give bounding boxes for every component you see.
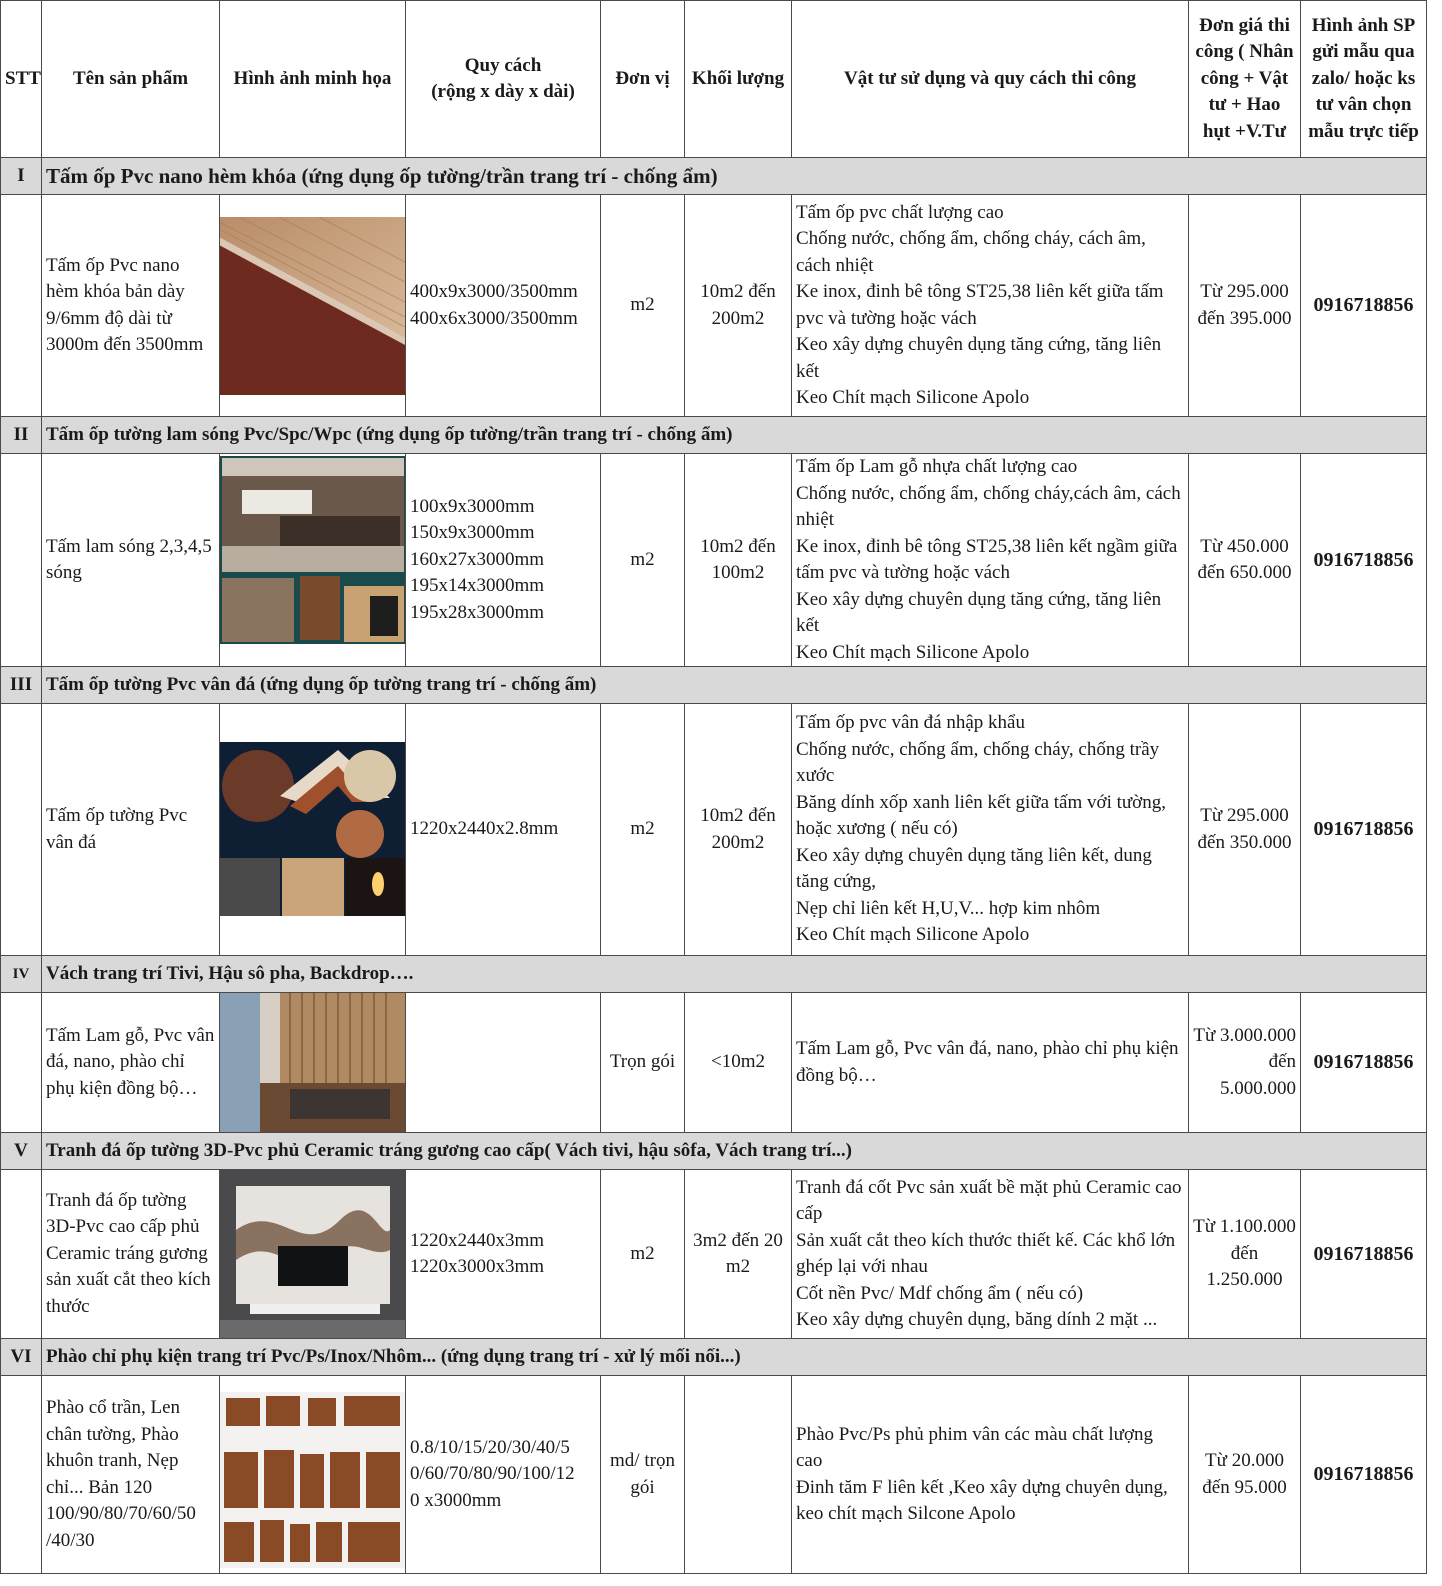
- header-product-name: Tên sản phẩm: [42, 1, 220, 158]
- material-line: Keo Chít mạch Silicone Apolo: [796, 641, 1030, 663]
- header-contact: Hình ảnh SP gửi mẫu qua zalo/ hoặc ks tư vân chọn mẫu trực tiếp: [1301, 1, 1427, 158]
- header-image: Hình ảnh minh họa: [220, 1, 406, 158]
- marble-samples-image: [220, 742, 405, 916]
- unit: m2: [601, 195, 685, 417]
- spec-cell: [406, 1170, 601, 1339]
- product-name: Tấm lam sóng 2,3,4,5 sóng: [42, 454, 220, 667]
- section-row: [1, 417, 1427, 454]
- price: Từ 450.000 đến 650.000: [1189, 454, 1301, 667]
- materials-cell: [792, 1170, 1189, 1339]
- spec-line: 400x6x3000/3500mm: [410, 307, 578, 329]
- spec-line: 400x9x3000/3500mm: [410, 281, 578, 302]
- table-row: [1, 1170, 1427, 1339]
- material-line: Keo Chít mạch Silicone Apolo: [796, 924, 1030, 946]
- material-line: Đinh tăm F liên kết ,Keo xây dựng chuyên dụng, keo chít mạch Silcone Apolo: [796, 1476, 1168, 1524]
- material-line: Tranh đá cốt Pvc sản xuất bề mặt phủ Ceramic cao cấp: [796, 1176, 1182, 1224]
- quantity: [685, 1376, 792, 1574]
- section-title: Tấm ốp Pvc nano hèm khóa (ứng dụng ốp tường/trần trang trí - chống ẩm): [42, 158, 1427, 195]
- material-line: Cốt nền Pvc/ Mdf chống ẩm ( nếu có): [796, 1282, 1084, 1304]
- header-price: Đơn giá thi công ( Nhân công + Vật tư + Hao hụt +V.Tư: [1189, 1, 1301, 158]
- header-materials: Vật tư sử dụng và quy cách thi công: [792, 1, 1189, 158]
- unit: Trọn gói: [601, 993, 685, 1133]
- product-name: Tranh đá ốp tường 3D-Pvc cao cấp phủ Ceramic tráng gương sản xuất cắt theo kích thước: [42, 1170, 220, 1339]
- material-line: Phào Pvc/Ps phủ phim vân các màu chất lượng cao: [796, 1423, 1154, 1471]
- material-line: Chống nước, chống ẩm, chống cháy, cách âm, cách nhiệt: [796, 228, 1146, 276]
- material-line: Sản xuất cắt theo kích thước thiết kế. Các khổ lớn ghép lại với nhau: [796, 1229, 1176, 1277]
- living-room-image: [220, 456, 406, 644]
- quantity: 10m2 đến 100m2: [685, 454, 792, 667]
- material-line: Ke inox, đinh bê tông ST25,38 liên kết ngầm giữa tấm pvc và tường hoặc vách: [796, 535, 1178, 583]
- spec-line: 0/60/70/80/90/100/12: [410, 1463, 575, 1485]
- spec-line: 150x9x3000mm: [410, 522, 535, 544]
- section-row: [1, 667, 1427, 704]
- material-line: Chống nước, chống ẩm, chống cháy, chống trầy xước: [796, 738, 1160, 787]
- unit: m2: [601, 704, 685, 956]
- product-image: [220, 454, 406, 667]
- marble-tv-wall-image: [220, 1170, 406, 1339]
- moulding-image: [220, 1392, 406, 1568]
- section-title: Tấm ốp tường Pvc vân đá (ứng dụng ốp tường trang trí - chống ẩm): [42, 667, 1427, 704]
- spec-line: 0.8/10/15/20/30/40/5: [410, 1436, 570, 1458]
- section-number: I: [1, 158, 42, 195]
- section-row: [1, 1339, 1427, 1376]
- material-line: Keo xây dựng chuyên dụng tăng cứng, tăng liên kết: [796, 334, 1162, 382]
- product-image: [220, 1376, 406, 1574]
- spec-line: 0 x3000mm: [410, 1489, 502, 1511]
- section-title: Phào chỉ phụ kiện trang trí Pvc/Ps/Inox/Nhôm... (ứng dụng trang trí - xử lý mối nối...): [42, 1339, 1427, 1376]
- material-line: Băng dính xốp xanh liên kết giữa tấm với tường, hoặc xương ( nếu có): [796, 791, 1166, 840]
- phone-number[interactable]: 0916718856: [1301, 993, 1427, 1133]
- spec-line: 195x28x3000mm: [410, 601, 545, 623]
- section-row: [1, 158, 1427, 195]
- table-row: [1, 1376, 1427, 1574]
- price: Từ 1.100.000 đến 1.250.000: [1189, 1170, 1301, 1339]
- material-line: Keo Chít mạch Silicone Apolo: [796, 387, 1030, 408]
- spec-line: 195x14x3000mm: [410, 575, 545, 597]
- material-line: Keo xây dựng chuyên dụng tăng liên kết, dung tăng cứng,: [796, 844, 1152, 893]
- section-title: Vách trang trí Tivi, Hậu sô pha, Backdrop….: [42, 956, 1427, 993]
- material-line: Tấm Lam gỗ, Pvc vân đá, nano, phào chỉ phụ kiện đồng bộ…: [796, 1038, 1179, 1086]
- section-row: [1, 1133, 1427, 1170]
- material-line: Keo xây dựng chuyên dụng tăng cứng, tăng liên kết: [796, 588, 1162, 636]
- quantity: <10m2: [685, 993, 792, 1133]
- material-line: Ke inox, đinh bê tông ST25,38 liên kết giữa tấm pvc và tường hoặc vách: [796, 281, 1164, 329]
- spec-line: 1220x2440x3mm: [410, 1229, 545, 1251]
- header-spec-line1: Quy cách: [464, 54, 542, 76]
- phone-number[interactable]: 0916718856: [1301, 195, 1427, 417]
- product-name: Tấm Lam gỗ, Pvc vân đá, nano, phào chỉ phụ kiện đồng bộ…: [42, 993, 220, 1133]
- price: Từ 3.000.000 đến 5.000.000: [1189, 993, 1301, 1133]
- spec-line: 1220x2440x2.8mm: [410, 818, 559, 840]
- header-spec-line2: (rộng x dày x dài): [431, 81, 575, 102]
- spec-cell: [406, 195, 601, 417]
- materials-cell: [792, 195, 1189, 417]
- materials-cell: [792, 704, 1189, 956]
- material-line: Tấm ốp Lam gỗ nhựa chất lượng cao: [796, 456, 1078, 477]
- phone-number[interactable]: 0916718856: [1301, 704, 1427, 956]
- spec-line: 160x27x3000mm: [410, 548, 545, 570]
- section-title: Tranh đá ốp tường 3D-Pvc phủ Ceramic tráng gương cao cấp( Vách tivi, hậu sôfa, Vách trang trí...): [42, 1133, 1427, 1170]
- spec-cell: [406, 704, 601, 956]
- bedroom-image: [220, 993, 406, 1133]
- spec-cell: [406, 1376, 601, 1574]
- wood-panel-image: [220, 217, 406, 395]
- spec-line: 100x9x3000mm: [410, 495, 535, 517]
- section-number: IV: [1, 956, 42, 993]
- product-image: [220, 993, 406, 1133]
- spec-line: 1220x3000x3mm: [410, 1256, 545, 1277]
- materials-cell: [792, 454, 1189, 667]
- quantity: 3m2 đến 20 m2: [685, 1170, 792, 1339]
- product-image: [220, 704, 406, 956]
- unit: m2: [601, 454, 685, 667]
- table-row: [1, 704, 1427, 956]
- header-unit: Đơn vị: [601, 1, 685, 158]
- header-row: [1, 1, 1427, 158]
- unit: md/ trọn gói: [601, 1376, 685, 1574]
- header-spec: [406, 1, 601, 158]
- section-title: Tấm ốp tường lam sóng Pvc/Spc/Wpc (ứng dụng ốp tường/trần trang trí - chống ẩm): [42, 417, 1427, 454]
- quantity: 10m2 đến 200m2: [685, 195, 792, 417]
- price: Từ 20.000 đến 95.000: [1189, 1376, 1301, 1574]
- phone-number[interactable]: 0916718856: [1301, 454, 1427, 667]
- materials-cell: [792, 993, 1189, 1133]
- phone-number[interactable]: 0916718856: [1301, 1376, 1427, 1574]
- material-line: Tấm ốp pvc chất lượng cao: [796, 201, 1004, 223]
- section-row: [1, 956, 1427, 993]
- header-quantity: Khối lượng: [685, 1, 792, 158]
- quantity: 10m2 đến 200m2: [685, 704, 792, 956]
- product-image: [220, 195, 406, 417]
- section-number: III: [1, 667, 42, 704]
- table-row: [1, 454, 1427, 667]
- product-name: Tấm ốp Pvc nano hèm khóa bản dày 9/6mm độ dài từ 3000m đến 3500mm: [42, 195, 220, 417]
- product-image: [220, 1170, 406, 1339]
- material-line: Tấm ốp pvc vân đá nhập khẩu: [796, 712, 1025, 734]
- header-stt: STT: [1, 1, 42, 158]
- section-number: V: [1, 1133, 42, 1170]
- phone-number[interactable]: 0916718856: [1301, 1170, 1427, 1339]
- product-name: Tấm ốp tường Pvc vân đá: [42, 704, 220, 956]
- unit: m2: [601, 1170, 685, 1339]
- material-line: Keo xây dựng chuyên dụng, băng dính 2 mặt ...: [796, 1309, 1158, 1330]
- material-line: Nẹp chỉ liên kết H,U,V... hợp kim nhôm: [796, 897, 1101, 919]
- section-number: VI: [1, 1339, 42, 1376]
- material-line: Chống nước, chống ẩm, chống cháy,cách âm, cách nhiệt: [796, 482, 1181, 530]
- table-row: [1, 993, 1427, 1133]
- materials-cell: [792, 1376, 1189, 1574]
- section-number: II: [1, 417, 42, 454]
- product-name: Phào cổ trần, Len chân tường, Phào khuôn tranh, Nẹp chỉ... Bản 120 100/90/80/70/60/50 /40/30: [42, 1376, 220, 1574]
- price: Từ 295.000 đến 350.000: [1189, 704, 1301, 956]
- table-row: [1, 195, 1427, 417]
- spec-cell: [406, 454, 601, 667]
- price: Từ 295.000 đến 395.000: [1189, 195, 1301, 417]
